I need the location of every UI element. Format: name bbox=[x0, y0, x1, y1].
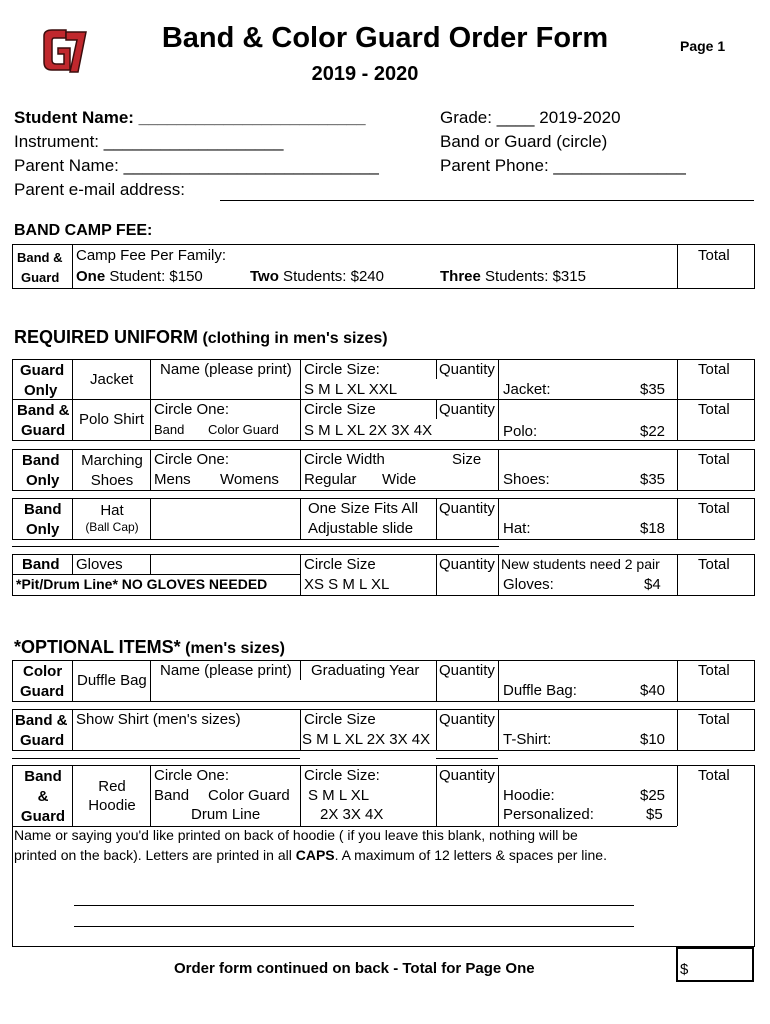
gloves-total[interactable]: Total bbox=[698, 556, 730, 573]
hoodie-sizes-2[interactable]: 2X 3X 4X bbox=[320, 806, 384, 823]
camp-heading: BAND CAMP FEE: bbox=[14, 222, 153, 239]
shoes-width-regular[interactable]: Regular bbox=[304, 471, 357, 488]
gloves-group: Band bbox=[22, 556, 60, 573]
band-or-guard-field[interactable]: Band or Guard (circle) bbox=[440, 132, 608, 151]
student-name-field[interactable]: Student Name: ________________________ bbox=[14, 108, 366, 127]
duffle-quantity[interactable]: Quantity bbox=[439, 662, 495, 679]
camp-total[interactable]: Total bbox=[698, 247, 730, 264]
polo-size-label: Circle Size bbox=[304, 401, 376, 418]
hat-fit-1: One Size Fits All bbox=[308, 500, 419, 517]
shirt-size-label: Circle Size bbox=[304, 711, 376, 728]
duffle-name-field[interactable]: Name (please print) bbox=[160, 662, 292, 679]
jacket-quantity[interactable]: Quantity bbox=[439, 361, 495, 378]
hoodie-total[interactable]: Total bbox=[698, 767, 730, 784]
shirt-item: Show Shirt (men's sizes) bbox=[76, 711, 241, 728]
gloves-quantity[interactable]: Quantity bbox=[439, 556, 495, 573]
shoes-item: Marching Shoes bbox=[81, 452, 143, 489]
shoes-size[interactable]: Size bbox=[452, 451, 482, 468]
jacket-price-label: Jacket: bbox=[503, 381, 551, 398]
uniform-heading: REQUIRED UNIFORM (clothing in men's sizes) bbox=[14, 327, 388, 347]
hat-item: Hat bbox=[100, 502, 124, 519]
shoes-width-wide[interactable]: Wide bbox=[382, 471, 417, 488]
duffle-grad-year[interactable]: Graduating Year bbox=[311, 662, 420, 679]
polo-option-band[interactable]: Band bbox=[154, 422, 185, 437]
shoes-total[interactable]: Total bbox=[698, 451, 730, 468]
shoes-group: Band Only bbox=[22, 452, 60, 489]
camp-one-student[interactable]: One Student: $150 bbox=[76, 268, 203, 285]
hoodie-personalized-price: $5 bbox=[646, 806, 663, 823]
shirt-quantity[interactable]: Quantity bbox=[439, 711, 495, 728]
gloves-size-options[interactable]: XS S M L XL bbox=[304, 576, 390, 593]
shirt-price: $10 bbox=[640, 731, 666, 748]
jacket-group: Guard Only bbox=[20, 362, 65, 399]
polo-price: $22 bbox=[640, 423, 666, 440]
shirt-total[interactable]: Total bbox=[698, 711, 730, 728]
hoodie-print-line-2[interactable] bbox=[74, 926, 634, 927]
jacket-price: $35 bbox=[640, 381, 666, 398]
duffle-item: Duffle Bag bbox=[77, 672, 147, 689]
footer-text: Order form continued on back - Total for Page One bbox=[174, 960, 535, 977]
school-year: 2019 - 2020 bbox=[311, 63, 419, 85]
hoodie-circle-label: Circle One: bbox=[154, 767, 230, 784]
hoodie-sizes-1[interactable]: S M L XL bbox=[308, 787, 370, 804]
hoodie-size-label: Circle Size: bbox=[304, 767, 380, 784]
hoodie-personalized-label: Personalized: bbox=[503, 806, 594, 823]
parent-name-field[interactable]: Parent Name: ___________________________ bbox=[14, 156, 379, 175]
shirt-price-label: T-Shirt: bbox=[503, 731, 552, 748]
duffle-price-label: Duffle Bag: bbox=[503, 682, 577, 699]
shirt-size-options[interactable]: S M L XL 2X 3X 4X bbox=[302, 731, 431, 748]
duffle-total[interactable]: Total bbox=[698, 662, 730, 679]
hoodie-price-label: Hoodie: bbox=[503, 787, 555, 804]
hoodie-option-drum-line[interactable]: Drum Line bbox=[191, 806, 261, 823]
hat-price: $18 bbox=[640, 520, 666, 537]
camp-group: Band & Guard bbox=[17, 250, 63, 285]
hat-item-sub: (Ball Cap) bbox=[85, 520, 139, 534]
gloves-note: *Pit/Drum Line* NO GLOVES NEEDED bbox=[16, 576, 268, 592]
camp-three-students[interactable]: Three Students: $315 bbox=[440, 268, 586, 285]
shoes-circle-label: Circle One: bbox=[154, 451, 230, 468]
gloves-item: Gloves bbox=[76, 556, 123, 573]
camp-two-students[interactable]: Two Students: $240 bbox=[250, 268, 384, 285]
jacket-name-field[interactable]: Name (please print) bbox=[160, 361, 292, 378]
hoodie-group: Band & Guard bbox=[20, 768, 66, 825]
hoodie-option-band[interactable]: Band bbox=[154, 787, 190, 804]
hat-price-label: Hat: bbox=[503, 520, 531, 537]
page-one-total-dollar: $ bbox=[680, 961, 689, 978]
parent-phone-field[interactable]: Parent Phone: ______________ bbox=[440, 156, 686, 175]
optional-heading: *OPTIONAL ITEMS* (men's sizes) bbox=[14, 637, 285, 657]
polo-price-label: Polo: bbox=[503, 423, 538, 440]
polo-option-color-guard[interactable]: Color Guard bbox=[208, 422, 279, 437]
shoes-option-womens[interactable]: Womens bbox=[220, 471, 279, 488]
shoes-option-mens[interactable]: Mens bbox=[154, 471, 191, 488]
hoodie-item: Red Hoodie bbox=[88, 778, 136, 814]
hat-total[interactable]: Total bbox=[698, 500, 730, 517]
hoodie-option-color-guard[interactable]: Color Guard bbox=[208, 787, 290, 804]
hoodie-note-line2: printed on the back). Letters are printed in all CAPS. A maximum of 12 letters & spaces per line. bbox=[14, 847, 607, 863]
polo-total[interactable]: Total bbox=[698, 401, 730, 418]
polo-circle-label: Circle One: bbox=[154, 401, 230, 418]
instrument-field[interactable]: Instrument: ___________________ bbox=[14, 132, 284, 151]
jacket-size-options[interactable]: S M L XL XXL bbox=[304, 381, 398, 398]
hoodie-note-line1: Name or saying you'd like printed on back of hoodie ( if you leave this blank, nothing will be bbox=[14, 827, 578, 843]
jacket-size-label: Circle Size: bbox=[304, 361, 380, 378]
gloves-new-note: New students need 2 pair bbox=[501, 556, 660, 572]
shoes-width-label: Circle Width bbox=[304, 451, 385, 468]
gloves-size-label: Circle Size bbox=[304, 556, 376, 573]
camp-fee-label: Camp Fee Per Family: bbox=[76, 247, 227, 264]
hat-quantity[interactable]: Quantity bbox=[439, 500, 495, 517]
polo-group: Band & Guard bbox=[17, 402, 70, 439]
parent-email-label: Parent e-mail address: bbox=[14, 180, 186, 199]
polo-size-options[interactable]: S M L XL 2X 3X 4X bbox=[304, 422, 433, 439]
gloves-price-label: Gloves: bbox=[503, 576, 554, 593]
duffle-price: $40 bbox=[640, 682, 666, 699]
hoodie-quantity[interactable]: Quantity bbox=[439, 767, 495, 784]
jacket-item: Jacket bbox=[90, 371, 134, 388]
hoodie-price: $25 bbox=[640, 787, 666, 804]
shoes-price-label: Shoes: bbox=[503, 471, 550, 488]
shoes-price: $35 bbox=[640, 471, 666, 488]
polo-item: Polo Shirt bbox=[79, 411, 145, 428]
hat-group: Band Only bbox=[24, 501, 62, 538]
grade-field[interactable]: Grade: ____ 2019-2020 bbox=[440, 108, 621, 127]
school-logo bbox=[38, 26, 90, 76]
form-title: Band & Color Guard Order Form bbox=[161, 22, 609, 54]
parent-email-line[interactable] bbox=[220, 200, 754, 201]
gloves-price: $4 bbox=[644, 576, 661, 593]
jacket-total[interactable]: Total bbox=[698, 361, 730, 378]
shirt-group: Band & Guard bbox=[15, 712, 68, 749]
page-number: Page 1 bbox=[680, 38, 726, 54]
polo-quantity[interactable]: Quantity bbox=[439, 401, 495, 418]
duffle-group: Color Guard bbox=[20, 663, 65, 700]
hat-fit-2: Adjustable slide bbox=[308, 520, 414, 537]
hoodie-print-line-1[interactable] bbox=[74, 905, 634, 906]
